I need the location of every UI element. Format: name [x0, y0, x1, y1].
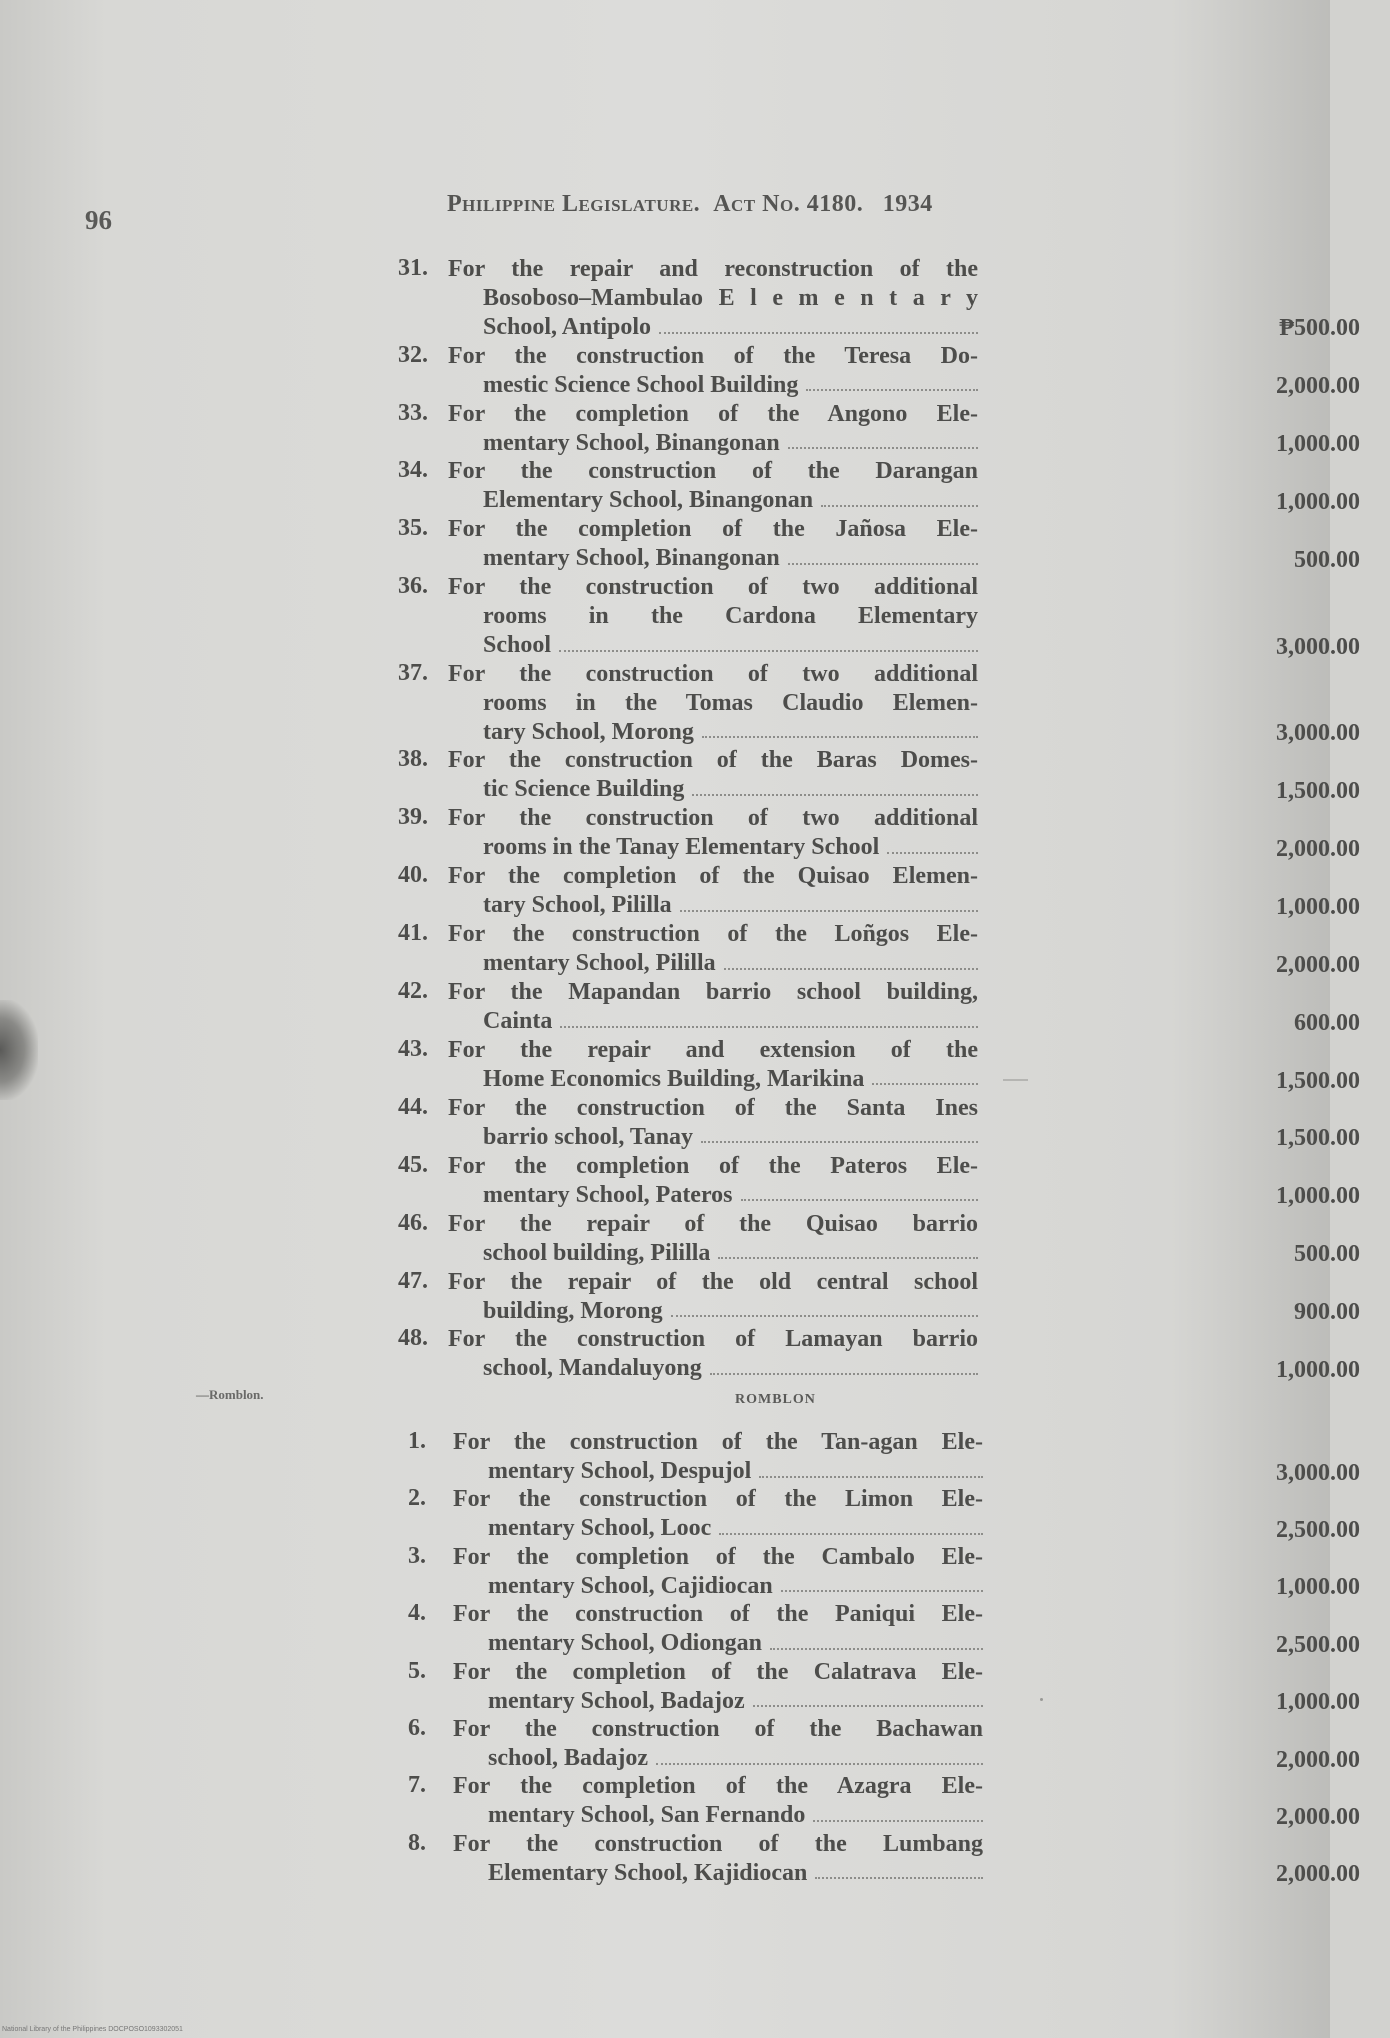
item-number: 8.: [408, 1829, 426, 1856]
item-text-line: [453, 1801, 983, 1830]
item-text-line: For the construction of the Tan-agan Ele-: [453, 1429, 983, 1455]
margin-note-romblon: —Romblon.: [196, 1387, 264, 1402]
item-number: 46.: [398, 1209, 428, 1236]
dot-leader: [659, 332, 978, 334]
item-text-last: tic Science Building: [483, 776, 685, 803]
item-text-last: school building, Pililla: [483, 1239, 711, 1266]
item-number: 43.: [398, 1035, 428, 1062]
item-text: [448, 342, 978, 400]
dot-leader: [680, 910, 978, 912]
section-heading-romblon: ROMBLON: [735, 1392, 816, 1407]
item-text-last: Elementary School, Kajidiocan: [488, 1859, 808, 1886]
item-text-line: [448, 371, 978, 400]
item-text: [448, 1210, 978, 1268]
item-text-line: For the construction of the Baras Domes-: [448, 747, 978, 774]
item-text-line: For the completion of the Azagra Ele-: [453, 1773, 983, 1800]
dot-leader: [741, 1199, 978, 1201]
dot-leader: [710, 1373, 978, 1375]
item-text-line: [448, 631, 978, 660]
item-amount: 3,000.00: [1276, 1459, 1360, 1486]
item-number: 4.: [408, 1600, 426, 1627]
item-text: [453, 1485, 983, 1543]
item-text-line: rooms in the Tomas Claudio Elemen-: [483, 689, 978, 716]
item-text-last: barrio school, Tanay: [483, 1123, 694, 1150]
scan-credit: National Library of the Philippines DOCPOSO1093302051: [2, 2026, 183, 2033]
item-text: [448, 1152, 978, 1210]
item-text-last: mentary School, Binangonan: [483, 545, 780, 572]
item-number: 6.: [408, 1715, 426, 1741]
item-text-line: For the construction of the Bachawan: [453, 1716, 983, 1742]
item-text-line: [448, 1297, 978, 1326]
item-amount: 1,000.00: [1276, 1183, 1360, 1210]
dot-leader: [788, 563, 978, 565]
dot-leader: [753, 1705, 983, 1707]
item-text-line: For the construction of the Darangan: [448, 458, 978, 485]
dot-leader: [702, 736, 978, 738]
item-text-line: For the construction of two additional: [448, 660, 978, 687]
item-text-line: [448, 833, 978, 862]
item-amount: 2,000.00: [1276, 373, 1360, 400]
item-number: 45.: [398, 1151, 428, 1178]
item-text: [448, 862, 978, 920]
item-text-last: mentary School, Binangonan: [483, 429, 780, 456]
item-number: 2.: [408, 1485, 426, 1512]
item-text-line: [448, 1181, 978, 1210]
item-text-line: For the completion of the Calatrava Ele-: [453, 1658, 983, 1685]
item-text-line: For the completion of the Angono Ele-: [448, 400, 978, 427]
item-text-line: rooms in the Cardona Elementary: [483, 603, 978, 630]
item-amount: ₱500.00: [1279, 315, 1360, 342]
item-text-line: For the construction of two additional: [448, 574, 978, 601]
item-amount: 500.00: [1294, 546, 1360, 573]
item-number: 42.: [398, 978, 428, 1004]
item-text: [453, 1600, 983, 1658]
item-text-line: [453, 1687, 983, 1716]
item-text-last: building, Morong: [483, 1297, 663, 1324]
item-amount: 1,000.00: [1276, 1689, 1360, 1716]
running-title: Philippine Legislature.: [447, 191, 701, 217]
item-text-line: For the completion of the Pateros Ele-: [448, 1152, 978, 1179]
item-text-line: [448, 891, 978, 920]
dot-leader: [788, 447, 978, 449]
item-text-line: For the repair and reconstruction of the: [448, 256, 978, 282]
item-text: [453, 1428, 983, 1486]
item-text-line: For the construction of the Teresa Do-: [448, 342, 978, 369]
item-text: [448, 573, 978, 660]
item-text-line: [448, 1065, 978, 1094]
item-text-last: school, Badajoz: [488, 1745, 649, 1771]
item-text-last: mentary School, Pililla: [483, 950, 716, 977]
item-text-line: For the construction of the Paniqui Ele-: [453, 1601, 983, 1628]
item-text-last: mentary School, Pateros: [483, 1181, 733, 1208]
item-text-line: [448, 949, 978, 978]
item-text: [448, 457, 978, 515]
item-text: [453, 1658, 983, 1716]
item-amount: 3,000.00: [1276, 633, 1360, 660]
item-number: 44.: [398, 1093, 428, 1120]
page-number: 96: [85, 205, 112, 235]
item-text-line: [453, 1859, 983, 1888]
item-amount: 2,500.00: [1276, 1631, 1360, 1658]
dot-leader: [701, 1141, 978, 1143]
item-text-last: tary School, Morong: [483, 718, 694, 745]
item-text: [448, 1036, 978, 1094]
item-number: 1.: [408, 1428, 426, 1454]
item-text-last: mestic Science School Building: [483, 371, 799, 398]
item-number: 35.: [398, 515, 428, 542]
item-text: [448, 1268, 978, 1326]
item-text-line: [448, 486, 978, 515]
dot-leader: [718, 1257, 978, 1259]
item-number: 37.: [398, 659, 428, 686]
item-text-line: For the construction of two additional: [448, 805, 978, 832]
item-text-line: For the repair and extension of the: [448, 1036, 978, 1063]
item-amount: 1,500.00: [1276, 1125, 1360, 1152]
item-text-line: Bosoboso–Mambulao E l e m e n t a r y: [483, 285, 978, 311]
item-text: [448, 660, 978, 747]
item-text: [448, 255, 978, 342]
dot-leader: [887, 852, 978, 854]
item-amount: 1,000.00: [1276, 489, 1360, 516]
item-text-last: school, Mandaluyong: [483, 1355, 702, 1382]
item-text-line: For the construction of the Lumbang: [453, 1830, 983, 1857]
item-number: 41.: [398, 920, 428, 947]
dot-leader: [813, 1820, 983, 1822]
item-text-last: Home Economics Building, Marikina: [483, 1065, 865, 1092]
item-text: [453, 1772, 983, 1830]
item-amount: 600.00: [1294, 1009, 1360, 1036]
item-text: [448, 515, 978, 573]
item-text-last: Elementary School, Binangonan: [483, 487, 814, 514]
page-edge-shadow: [0, 1000, 38, 1100]
item-number: 34.: [398, 457, 428, 484]
dot-leader: [781, 1590, 983, 1592]
item-text-line: For the construction of the Loñgos Ele-: [448, 921, 978, 948]
dot-leader: [821, 505, 978, 507]
stray-dot: [1040, 1698, 1043, 1701]
item-text: [448, 746, 978, 804]
dot-leader: [671, 1315, 978, 1317]
item-number: 32.: [398, 341, 428, 368]
item-amount: 1,000.00: [1276, 1357, 1360, 1384]
item-text-last: rooms in the Tanay Elementary School: [483, 834, 880, 861]
item-text-line: [448, 718, 978, 747]
item-text-last: mentary School, Despujol: [488, 1458, 752, 1484]
item-text-line: [453, 1514, 983, 1543]
dot-leader: [815, 1877, 983, 1879]
item-amount: 2,000.00: [1276, 1861, 1360, 1888]
item-amount: 2,000.00: [1276, 1746, 1360, 1773]
item-text-line: [448, 1354, 978, 1383]
item-text: [448, 1325, 978, 1383]
item-text: [453, 1715, 983, 1773]
item-text-last: mentary School, Cajidiocan: [488, 1572, 773, 1599]
item-number: 39.: [398, 804, 428, 831]
item-number: 40.: [398, 862, 428, 889]
dot-leader: [872, 1083, 978, 1085]
item-text-line: For the completion of the Cambalo Ele-: [453, 1543, 983, 1570]
item-text-line: [448, 1123, 978, 1152]
item-text-last: mentary School, San Fernando: [488, 1802, 806, 1829]
item-text-line: [448, 1007, 978, 1036]
year: 1934: [882, 191, 933, 217]
item-text-line: For the repair of the old central school: [448, 1268, 978, 1295]
item-number: 7.: [408, 1772, 426, 1799]
dot-leader: [806, 389, 978, 391]
item-text-line: [453, 1744, 983, 1773]
item-amount: 1,000.00: [1276, 1574, 1360, 1601]
item-text-line: [453, 1457, 983, 1486]
item-amount: 1,500.00: [1276, 778, 1360, 805]
item-text-line: [448, 544, 978, 573]
item-text-line: [448, 775, 978, 804]
dot-leader: [692, 794, 978, 796]
dot-leader: [560, 1026, 978, 1028]
item-text-last: tary School, Pililla: [483, 892, 672, 919]
dot-leader: [770, 1648, 983, 1650]
running-header: [447, 191, 1102, 218]
item-text-last: mentary School, Badajoz: [488, 1687, 745, 1714]
item-amount: 2,500.00: [1276, 1517, 1360, 1544]
item-text-last: mentary School, Looc: [488, 1515, 712, 1542]
item-text: [448, 400, 978, 458]
item-text-last: School, Antipolo: [483, 314, 652, 340]
stray-mark: [1003, 1079, 1028, 1081]
item-number: 33.: [398, 399, 428, 426]
item-text-line: [453, 1629, 983, 1658]
item-amount: 2,000.00: [1276, 1804, 1360, 1831]
item-amount: 3,000.00: [1276, 720, 1360, 747]
item-number: 36.: [398, 573, 428, 600]
item-text: [448, 804, 978, 862]
item-text: [453, 1543, 983, 1601]
item-text-line: For the repair of the Quisao barrio: [448, 1210, 978, 1237]
dot-leader: [759, 1476, 983, 1478]
item-text-last: School: [483, 632, 552, 659]
item-text-line: For the construction of the Santa Ines: [448, 1094, 978, 1121]
dot-leader: [559, 650, 978, 652]
item-text-line: For the construction of the Limon Ele-: [453, 1486, 983, 1513]
item-text: [448, 978, 978, 1036]
item-amount: 1,000.00: [1276, 893, 1360, 920]
item-text-line: For the completion of the Quisao Elemen-: [448, 863, 978, 890]
dot-leader: [724, 968, 978, 970]
item-amount: 900.00: [1294, 1299, 1360, 1326]
item-amount: 1,000.00: [1276, 431, 1360, 458]
item-number: 38.: [398, 746, 428, 773]
item-number: 3.: [408, 1542, 426, 1569]
item-number: 31.: [398, 255, 428, 281]
item-text: [448, 920, 978, 978]
dot-leader: [719, 1533, 983, 1535]
item-number: 5.: [408, 1657, 426, 1684]
item-amount: 500.00: [1294, 1241, 1360, 1268]
item-text: [453, 1830, 983, 1888]
item-amount: 1,500.00: [1276, 1067, 1360, 1094]
item-text-line: For the completion of the Jañosa Ele-: [448, 516, 978, 543]
item-text: [448, 1094, 978, 1152]
dot-leader: [656, 1763, 983, 1765]
item-amount: 2,000.00: [1276, 951, 1360, 978]
item-number: 48.: [398, 1325, 428, 1352]
item-text-line: For the construction of Lamayan barrio: [448, 1326, 978, 1353]
item-text-last: Cainta: [483, 1008, 553, 1034]
item-text-line: [448, 1239, 978, 1268]
item-text-line: For the Mapandan barrio school building,: [448, 979, 978, 1005]
item-text-line: [448, 429, 978, 458]
act-number: Act No. 4180.: [713, 191, 864, 217]
item-number: 47.: [398, 1267, 428, 1294]
item-text-line: [448, 313, 978, 342]
item-amount: 2,000.00: [1276, 835, 1360, 862]
item-text-last: mentary School, Odiongan: [488, 1630, 763, 1657]
item-text-line: [453, 1572, 983, 1601]
